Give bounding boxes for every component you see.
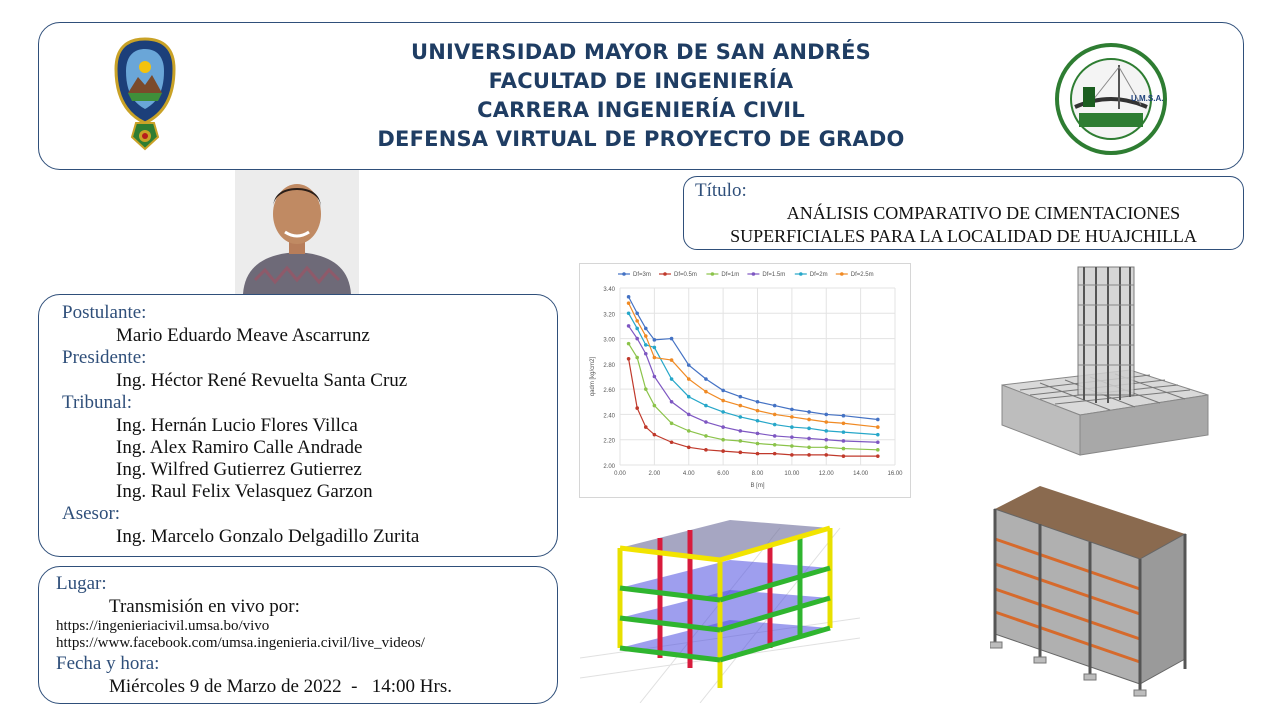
chart-data-point xyxy=(739,439,743,443)
chart-data-point xyxy=(653,356,657,360)
chart-data-point xyxy=(644,343,648,347)
chart-data-point xyxy=(635,319,639,323)
chart-data-point xyxy=(807,418,811,422)
chart-data-point xyxy=(704,390,708,394)
chart-y-tick-label: 2.20 xyxy=(603,438,615,445)
stream-url-umsa[interactable]: https://ingenieriacivil.umsa.bo/vivo xyxy=(56,618,270,634)
tribunal-member: Ing. Alex Ramiro Calle Andrade xyxy=(116,437,363,458)
chart-data-point xyxy=(653,346,657,350)
chart-data-point xyxy=(773,404,777,408)
chart-series-line xyxy=(629,297,878,420)
university-name: UNIVERSIDAD MAYOR DE SAN ANDRÉS xyxy=(411,40,871,64)
chart-series-line xyxy=(629,303,878,427)
chart-x-tick-label: 2.00 xyxy=(648,471,661,477)
chart-data-point xyxy=(824,420,828,424)
chart-data-point xyxy=(635,356,639,360)
chart-data-point xyxy=(773,452,777,456)
chart-data-point xyxy=(670,421,674,425)
chart-data-point xyxy=(635,327,639,331)
chart-data-point xyxy=(627,295,631,299)
chart-data-point xyxy=(627,342,631,346)
chart-data-point xyxy=(627,324,631,328)
project-title-panel xyxy=(683,176,1244,250)
chart-data-point xyxy=(635,311,639,315)
chart-y-tick-label: 2.80 xyxy=(603,362,615,369)
umsa-mark: U.M.S.A. xyxy=(1131,94,1164,103)
chart-data-point xyxy=(756,442,760,446)
chart-data-point xyxy=(876,425,880,429)
chart-data-point xyxy=(876,418,880,422)
chart-data-point xyxy=(824,429,828,433)
chart-data-point xyxy=(739,395,743,399)
ingenieria-civil-logo xyxy=(1049,43,1173,155)
chart-data-point xyxy=(653,375,657,379)
chart-x-tick-label: 6.00 xyxy=(717,471,729,477)
candidate-photo xyxy=(235,170,359,294)
fecha-label: Fecha y hora: xyxy=(56,653,160,674)
chart-data-point xyxy=(644,352,648,356)
footing-render-image xyxy=(1000,265,1210,465)
chart-legend-label: Df=2m xyxy=(809,272,828,278)
project-title-line1: ANÁLISIS COMPARATIVO DE CIMENTACIONES xyxy=(786,203,1181,223)
chart-y-tick-label: 3.00 xyxy=(603,337,615,344)
chart-data-point xyxy=(704,420,708,424)
chart-data-point xyxy=(876,454,880,458)
event-details-panel xyxy=(38,566,558,704)
faculty-name: FACULTAD DE INGENIERÍA xyxy=(488,69,794,93)
chart-y-axis-label: qadm [kg/cm2] xyxy=(590,356,596,397)
chart-data-point xyxy=(670,337,674,341)
chart-y-tick-label: 2.60 xyxy=(603,388,615,395)
chart-x-tick-label: 16.00 xyxy=(887,471,903,477)
chart-data-point xyxy=(687,377,691,381)
title-label: Título: xyxy=(695,180,747,201)
chart-data-point xyxy=(653,338,657,342)
chart-data-point xyxy=(721,425,725,429)
chart-data-point xyxy=(739,415,743,419)
chart-legend-label: Df=2.5m xyxy=(850,272,874,278)
chart-data-point xyxy=(790,453,794,457)
committee-panel xyxy=(38,294,558,557)
chart-data-point xyxy=(807,437,811,441)
chart-legend-marker xyxy=(622,272,626,276)
chart-legend-label: Df=1.5m xyxy=(762,272,786,278)
chart-data-point xyxy=(704,434,708,438)
chart-x-tick-label: 10.00 xyxy=(784,471,800,477)
chart-data-point xyxy=(790,408,794,412)
chart-data-point xyxy=(644,425,648,429)
chart-legend-marker xyxy=(711,272,715,276)
chart-data-point xyxy=(721,438,725,442)
postulante-name: Mario Eduardo Meave Ascarrunz xyxy=(116,325,370,346)
stream-url-facebook[interactable]: https://www.facebook.com/umsa.ingenieria.civil/live_videos/ xyxy=(56,635,425,651)
chart-data-point xyxy=(653,404,657,408)
chart-data-point xyxy=(644,387,648,391)
chart-data-point xyxy=(635,337,639,341)
chart-data-point xyxy=(627,311,631,315)
chart-data-point xyxy=(824,413,828,417)
chart-data-point xyxy=(687,413,691,417)
lugar-label: Lugar: xyxy=(56,573,107,594)
header-panel xyxy=(38,22,1244,170)
chart-data-point xyxy=(842,454,846,458)
chart-data-point xyxy=(790,415,794,419)
chart-legend-marker xyxy=(663,272,667,276)
chart-data-point xyxy=(756,400,760,404)
chart-data-point xyxy=(627,357,631,361)
chart-data-point xyxy=(721,399,725,403)
building-model-image xyxy=(990,484,1190,699)
chart-data-point xyxy=(790,444,794,448)
tribunal-label: Tribunal: xyxy=(62,392,133,413)
chart-y-tick-label: 3.40 xyxy=(603,287,615,293)
chart-data-point xyxy=(635,406,639,410)
chart-x-axis-label: B [m] xyxy=(750,483,765,489)
chart-data-point xyxy=(773,413,777,417)
asesor-name: Ing. Marcelo Gonzalo Delgadillo Zurita xyxy=(116,526,420,547)
presidente-label: Presidente: xyxy=(62,347,147,368)
chart-data-point xyxy=(790,425,794,429)
chart-data-point xyxy=(687,446,691,450)
chart-legend-marker xyxy=(840,272,844,276)
asesor-label: Asesor: xyxy=(62,503,121,524)
chart-data-point xyxy=(824,453,828,457)
chart-data-point xyxy=(756,432,760,436)
chart-data-point xyxy=(756,409,760,413)
chart-data-point xyxy=(653,433,657,437)
chart-data-point xyxy=(721,410,725,414)
event-datetime: Miércoles 9 de Marzo de 2022 - 14:00 Hrs. xyxy=(109,676,452,697)
chart-data-point xyxy=(704,448,708,452)
chart-data-point xyxy=(627,301,631,305)
chart-data-point xyxy=(670,358,674,362)
tribunal-member: Ing. Raul Felix Velasquez Garzon xyxy=(116,481,373,502)
chart-data-point xyxy=(739,451,743,455)
chart-x-tick-label: 12.00 xyxy=(818,471,834,477)
chart-data-point xyxy=(773,423,777,427)
chart-data-point xyxy=(790,435,794,439)
chart-legend-label: Df=3m xyxy=(633,272,651,278)
chart-data-point xyxy=(704,404,708,408)
chart-data-point xyxy=(756,419,760,423)
chart-series-line xyxy=(629,313,878,434)
chart-data-point xyxy=(842,439,846,443)
chart-data-point xyxy=(876,440,880,444)
chart-y-tick-label: 2.00 xyxy=(603,464,615,470)
chart-y-tick-label: 3.20 xyxy=(603,312,615,319)
chart-x-tick-label: 8.00 xyxy=(751,471,764,477)
structural-model-image xyxy=(580,508,860,703)
chart-y-tick-label: 2.40 xyxy=(603,413,615,420)
umsa-shield-logo xyxy=(114,37,176,157)
chart-legend-marker xyxy=(799,272,803,276)
chart-series-line xyxy=(629,359,878,456)
chart-data-point xyxy=(739,404,743,408)
chart-data-point xyxy=(721,449,725,453)
chart-x-tick-label: 4.00 xyxy=(682,471,695,477)
chart-data-point xyxy=(644,327,648,331)
chart-data-point xyxy=(807,410,811,414)
project-title-line2: SUPERFICIALES PARA LA LOCALIDAD DE HUAJCHILLA xyxy=(730,226,1197,246)
chart-data-point xyxy=(824,446,828,450)
chart-data-point xyxy=(670,400,674,404)
chart-data-point xyxy=(687,429,691,433)
chart-data-point xyxy=(824,438,828,442)
chart-data-point xyxy=(842,447,846,451)
chart-series-line xyxy=(629,326,878,442)
chart-x-tick-label: 0.00 xyxy=(614,471,626,477)
event-name: DEFENSA VIRTUAL DE PROYECTO DE GRADO xyxy=(377,127,905,151)
presidente-name: Ing. Héctor René Revuelta Santa Cruz xyxy=(116,370,408,391)
chart-data-point xyxy=(739,429,743,433)
chart-data-point xyxy=(670,440,674,444)
transmission-text: Transmisión en vivo por: xyxy=(109,596,300,617)
chart-data-point xyxy=(807,453,811,457)
postulante-label: Postulante: xyxy=(62,302,147,323)
chart-legend-label: Df=1m xyxy=(721,272,740,278)
tribunal-member: Ing. Wilfred Gutierrez Gutierrez xyxy=(116,459,362,480)
chart-data-point xyxy=(644,334,648,338)
chart-data-point xyxy=(721,389,725,393)
chart-x-tick-label: 14.00 xyxy=(853,471,869,477)
chart-data-point xyxy=(773,443,777,447)
chart-legend-marker xyxy=(752,272,756,276)
chart-data-point xyxy=(807,427,811,431)
chart-data-point xyxy=(842,430,846,434)
chart-data-point xyxy=(773,434,777,438)
chart-data-point xyxy=(842,414,846,418)
chart-data-point xyxy=(876,448,880,452)
chart-data-point xyxy=(807,446,811,450)
chart-data-point xyxy=(876,433,880,437)
chart-data-point xyxy=(704,377,708,381)
chart-data-point xyxy=(670,377,674,381)
chart-legend-label: Df=0.5m xyxy=(674,272,697,278)
chart-data-point xyxy=(687,363,691,367)
career-name: CARRERA INGENIERÍA CIVIL xyxy=(477,98,805,122)
chart-svg xyxy=(580,264,910,497)
tribunal-member: Ing. Hernán Lucio Flores Villca xyxy=(116,415,358,436)
chart-data-point xyxy=(756,452,760,456)
chart-data-point xyxy=(687,395,691,399)
chart-data-point xyxy=(842,421,846,425)
bearing-capacity-chart xyxy=(579,263,911,498)
